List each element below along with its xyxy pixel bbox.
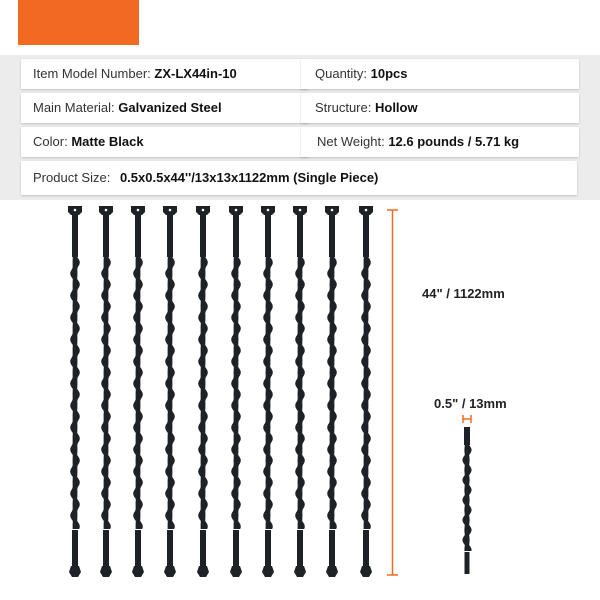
length-dimension-line [387,210,398,575]
spec-product-size-label: Product Size: [33,170,111,185]
spec-model-number-label: Item Model Number: [33,66,151,81]
brand-color-block [18,0,139,45]
spec-product-size [21,161,577,195]
spec-net-weight-value: 12.6 pounds / 5.71 kg [388,134,520,149]
spec-color [21,127,308,157]
baluster [293,206,307,577]
spec-model-number-value: ZX-LX44in-10 [154,66,237,81]
spec-structure [301,93,579,123]
spec-structure-label: Structure: [315,100,372,115]
spec-material [21,93,308,123]
spec-color-value: Matte Black [71,134,144,149]
spec-structure-value: Hollow [374,100,418,115]
balusters-illustration [0,200,600,600]
width-dimension-marker [463,415,471,423]
baluster [325,206,339,577]
baluster [68,206,82,577]
spec-net-weight-label: Net Weight: [317,134,385,149]
length-dimension-label: 44" / 1122mm [422,286,505,301]
spec-net-weight [301,127,579,157]
baluster [229,206,243,577]
width-dimension-label: 0.5" / 13mm [434,396,507,411]
spec-material-value: Galvanized Steel [118,100,222,115]
spec-table [0,55,600,200]
baluster [359,206,373,577]
spec-material-label: Main Material: [33,100,115,115]
spec-model-number [21,59,308,89]
spec-color-label: Color: [33,134,68,149]
baluster [261,206,275,577]
baluster [196,206,210,577]
spec-quantity-value: 10pcs [370,66,408,81]
baluster-group [68,206,373,577]
spec-quantity-label: Quantity: [315,66,368,81]
baluster [163,206,177,577]
spec-quantity [301,59,579,89]
spec-product-size-value: 0.5x0.5x44''/13x13x1122mm (Single Piece) [119,170,379,185]
single-baluster-detail [463,427,472,574]
baluster [131,206,145,577]
baluster [99,206,113,577]
